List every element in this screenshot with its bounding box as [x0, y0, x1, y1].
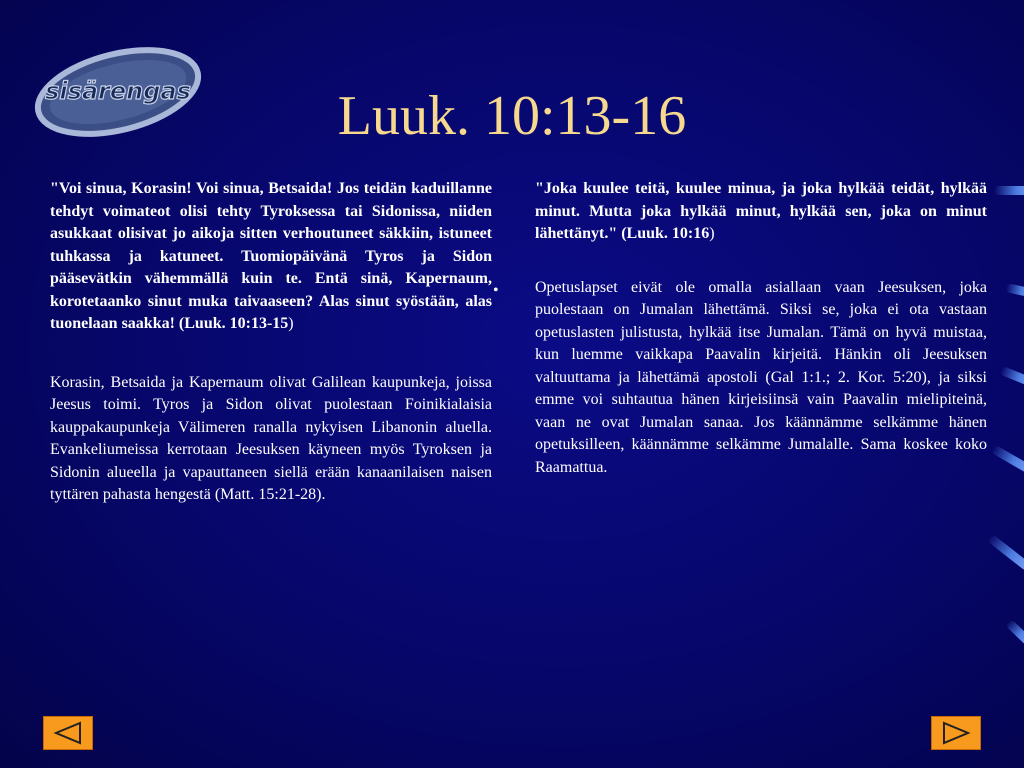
left-commentary: Korasin, Betsaida ja Kapernaum olivat Galilean kaupunkeja, joissa Jeesus toimi. Tyros ja Sidon olivat puolestaan Foinikialaisia kauppakaupunkeja Välimeren ranalla nykyisen Libanonin aluella. Evankeliumeissa kerrotaan Jeesuksen käyneen myös Tyroksen ja Sidonin alueella ja vapauttaneen siellä erään kanaanilaisen naisen tyttären pahasta hengestä (Matt. 15:21-28).: [50, 373, 492, 503]
previous-slide-button[interactable]: [43, 716, 93, 750]
right-column: [535, 178, 987, 479]
left-quote-tail: ): [288, 315, 294, 332]
left-column: [50, 178, 492, 507]
left-quote: "Voi sinua, Korasin! Voi sinua, Betsaida! Jos teidän kaduillanne tehdyt voimateot olisi tehty Tyroksessa tai Sidonissa, niiden asukkaat olisivat jo aikoja sitten verhoutuneet säkkiin, istuneet tuhkassa ja katuneet. Tuomiopäivänä Tyros ja Sidon pääsevätkin vähemmällä kuin te. Entä sinä, Kapernaum, korotetaanko sinut muka taivaaseen? Alas sinut syöstään, alas tuonelaan saakka! (Luuk. 10:13-15: [50, 180, 492, 332]
left-quote-paragraph: [50, 178, 492, 336]
decorative-streak: [1005, 283, 1024, 298]
sisarengas-logo-icon: [18, 40, 218, 140]
decorative-streak: [1000, 366, 1024, 387]
right-quote-tail: ): [709, 225, 715, 242]
next-slide-button[interactable]: [931, 716, 981, 750]
decorative-streak: [994, 186, 1024, 195]
right-quote-paragraph: [535, 178, 987, 246]
right-commentary: Opetuslapset eivät ole omalla asiallaan vaan Jeesuksen, joka puolestaan on Jumalan lähettämä. Siksi se, joka ei ota vastaan opetuslasten julistusta, hylkää itse Jumalan. Tämä on hyvä muistaa, kun luemme vaikkapa Paavalin kirjeitä. Hänkin oli Jeesuksen valtuuttama ja lähettämä apostoli (Gal 1:1.; 2. Kor. 5:20), ja siksi emme voi suhtautua hänen kirjeisiinsä vain Paavalin mielipiteinä, vaan ne ovat Jumalan sanaa. Jos käännämme selkämme hänen opetuksilleen, käännämme selkämme Jumalalle. Sama koskee koko Raamattua.: [535, 278, 987, 476]
decorative-streak: [1005, 619, 1024, 646]
decorative-streak: [991, 445, 1024, 475]
logo-text: sisärengas: [45, 77, 191, 105]
slide-title: Luuk. 10:13-16: [337, 85, 687, 147]
right-quote: "Joka kuulee teitä, kuulee minua, ja joka hylkää teidät, hylkää minut. Mutta joka hylkää minut, hylkää sen, joka on minut lähettänyt." (Luuk. 10:16: [535, 180, 987, 242]
decorative-streak: [987, 534, 1024, 572]
triangle-left-icon: [44, 717, 92, 749]
triangle-right-icon: [932, 717, 980, 749]
bullet-marker: •: [493, 282, 499, 299]
